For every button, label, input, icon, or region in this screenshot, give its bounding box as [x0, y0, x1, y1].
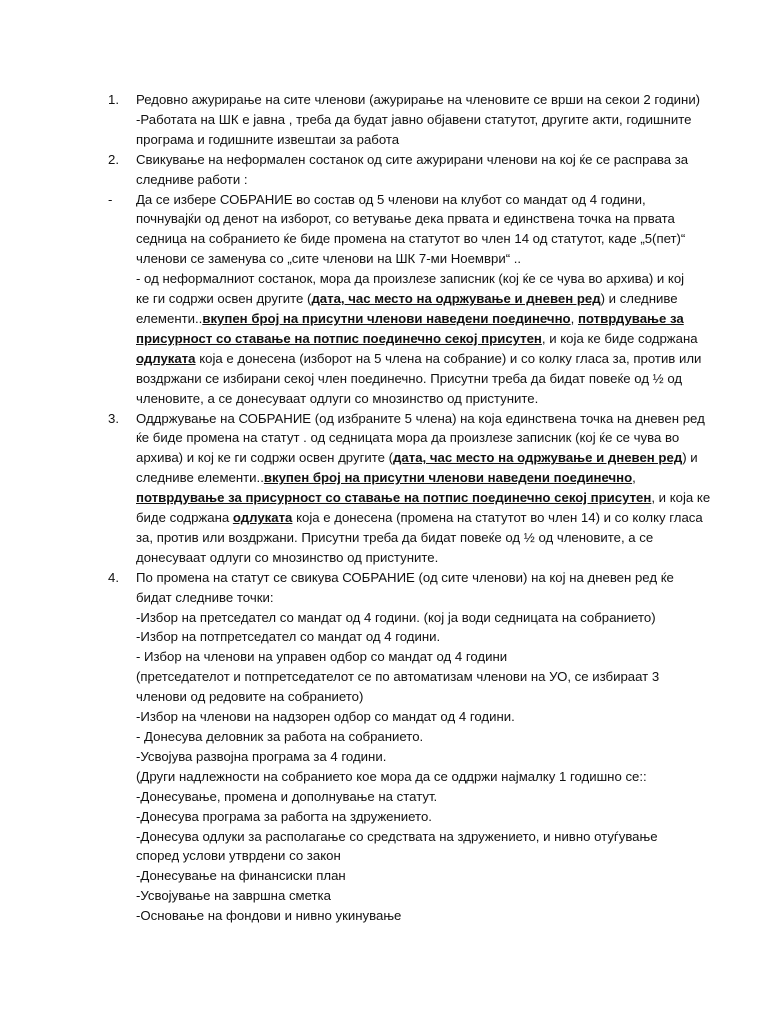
text-line	[136, 548, 710, 568]
text-line	[136, 528, 710, 548]
text-line	[136, 110, 700, 130]
text-line	[136, 468, 710, 488]
list-marker: 3.	[108, 410, 119, 426]
list-item-content	[136, 409, 710, 568]
list-marker: 4.	[108, 569, 119, 585]
text-line	[136, 608, 696, 628]
text-segment: следниве елементи..	[136, 470, 264, 486]
text-segment: за, против или воздржани. Присутни треба да бидат повеќе од ½ од членовите, а се	[136, 529, 654, 545]
text-line	[136, 846, 696, 866]
text-line	[136, 190, 701, 210]
bold-underlined-text: одлуката	[136, 350, 196, 366]
text-segment: , и која ке	[651, 490, 711, 506]
text-segment: Да се избере СОБРАНИЕ во состав од 5 членови на клубот со мандат од 4 години,	[136, 191, 646, 207]
text-line	[136, 667, 696, 687]
bold-underlined-text: дата, час место на одржување и дневен ред	[311, 291, 601, 307]
text-segment: воздржани се избирани секој член поединечно. Присутни треба да бидат повеќе од ½ од	[136, 370, 683, 386]
text-segment: членови од редовите на собранието)	[136, 689, 364, 705]
text-line	[136, 588, 696, 608]
text-segment: -Донесување на финансиски план	[136, 868, 346, 884]
list-marker: 2.	[108, 151, 119, 167]
text-line	[136, 647, 696, 667]
text-line	[136, 249, 701, 269]
text-line	[136, 389, 701, 409]
bold-underlined-text: вкупен број на присутни членови наведени поединечно	[263, 470, 633, 486]
bold-underlined-text: потврдување за присурност со ставање на потпис поединечно секој присутен	[136, 490, 652, 506]
text-segment: ) и следниве	[600, 291, 678, 307]
text-segment: ,	[632, 470, 636, 486]
list-item	[108, 568, 696, 926]
text-segment: ,	[570, 310, 578, 326]
text-line	[136, 428, 710, 448]
text-line	[136, 150, 696, 170]
list-item-content	[136, 568, 696, 926]
text-segment: програма и годишните извештаи за работа	[136, 131, 400, 147]
text-segment: По промена на статут се свикува СОБРАНИЕ (од сите членови) на кој на дневен ред ќе	[136, 569, 674, 585]
text-segment: архива) и кој ке ги содржи освен другите (	[136, 450, 394, 466]
text-line	[136, 170, 696, 190]
text-line	[136, 767, 696, 787]
list-item	[108, 90, 701, 150]
text-line	[136, 209, 701, 229]
text-segment: -Избор на потпретседател со мандат од 4 години.	[136, 629, 441, 645]
text-segment: ке ги содржи освен другите (	[136, 291, 312, 307]
bold-underlined-text: потврдување за	[577, 310, 684, 326]
text-segment: членовите, а се донесуваат одлуги со мнозинство од пристуните.	[136, 390, 539, 406]
list-item-content	[136, 90, 700, 150]
text-line	[136, 329, 701, 349]
text-segment: која е донесена (изборот на 5 члена на собрание) и со колку гласа за, против или	[195, 350, 702, 366]
text-segment: - од неформалниот состанок, мора да произлезе записник (кој ќе се чува во архива) и кој	[136, 271, 685, 287]
text-line	[136, 886, 696, 906]
text-segment: биде содржана	[136, 510, 233, 526]
text-segment: донесуваат одлуги со мнозинство од пристуните.	[136, 549, 439, 565]
list-item	[108, 190, 702, 409]
bold-underlined-text: дата, час место на одржување и дневен ред	[393, 450, 683, 466]
text-segment: почнувајќи од денот на изборот, со ветување дека првата и единствена точка на првата	[136, 211, 675, 227]
text-line	[136, 369, 701, 389]
text-segment: следниве работи :	[136, 171, 248, 187]
text-line	[136, 90, 700, 110]
text-segment: -Донесува програма за рабоrта на здружението.	[136, 808, 432, 824]
text-segment: -Основање на фондови и нивно укинување	[136, 908, 402, 924]
text-segment: Свикување на неформален состанок од сите ажурирани членови на кој ќе се расправа за	[136, 151, 689, 167]
text-segment: -Избор на членови на надзорен одбор со мандат од 4 години.	[136, 709, 515, 725]
text-segment: -Донесување, промена и дополнување на статут.	[136, 788, 438, 804]
bold-underlined-text: присурност со ставање на потпис поединечно секој присутен	[136, 330, 542, 346]
text-line	[136, 627, 696, 647]
text-segment: која е донесена (промена на статутот во член 14) и со колку гласа	[292, 510, 703, 526]
list-marker: -	[108, 191, 113, 207]
text-line	[136, 727, 696, 747]
text-line	[136, 707, 696, 727]
text-segment: , и која ке биде содржана	[541, 330, 698, 346]
text-segment: -Усвојува развојна програма за 4 години.	[136, 748, 387, 764]
text-line	[136, 787, 696, 807]
list-item-content	[136, 150, 696, 190]
text-line	[136, 747, 696, 767]
text-line	[136, 568, 696, 588]
text-line	[136, 349, 701, 369]
text-segment: (претседателот и потпретседателот се по автоматизам членови на УО, се избираат 3	[136, 669, 660, 685]
text-segment: (Други надлежности на собранието кое мора да се оддржи најмалку 1 годишно се::	[136, 768, 647, 784]
text-segment: според услови утврдени со закон	[136, 848, 341, 864]
text-line	[136, 488, 710, 508]
list-item	[108, 409, 711, 568]
text-segment: -Усвојување на завршна сметка	[136, 888, 331, 904]
text-segment: - Избор на членови на управен одбор со мандат од 4 години	[136, 649, 508, 665]
text-segment: -Донесува одлуки за располагање со средствата на здружението, и нивно отуѓување	[136, 828, 658, 844]
text-line	[136, 508, 710, 528]
bold-underlined-text: вкупен број на присутни членови наведени поединечно	[202, 310, 571, 326]
text-segment: бидат следниве точки:	[136, 589, 274, 605]
text-line	[136, 269, 701, 289]
text-line	[136, 448, 710, 468]
text-segment: Редовно ажурирање на сите членови (ажурирање на членовите се врши на секои 2 години)	[136, 92, 701, 107]
text-line	[136, 807, 696, 827]
text-line	[136, 409, 710, 429]
list-marker: 1.	[108, 92, 119, 107]
text-line	[136, 866, 696, 886]
text-segment: ќе биде промена на статут . од седницата мора да произлезе записник (кој ќе се чува во	[136, 430, 680, 446]
text-line	[136, 827, 696, 847]
text-line	[136, 229, 701, 249]
text-line	[136, 130, 700, 150]
bold-underlined-text: одлуката	[232, 510, 293, 526]
text-segment: седница на собранието ќе биде промена на статутот во член 14 од статутот, каде „5(пет)“	[136, 231, 686, 247]
text-line	[136, 309, 701, 329]
text-line	[136, 289, 701, 309]
text-line	[136, 906, 696, 926]
text-line	[136, 687, 696, 707]
text-segment: членови се заменува со „сите членови на ШК 7-ми Ноември“ ..	[136, 251, 522, 267]
list-item-content	[136, 190, 701, 409]
text-segment: Оддржување на СОБРАНИЕ (од избраните 5 члена) на која единствена точка на дневен ред	[136, 410, 705, 426]
text-segment: -Избор на претседател со мандат од 4 години. (кој ја води седницата на собранието)	[136, 609, 656, 625]
list-item	[108, 150, 696, 190]
text-segment: - Донесува деловник за работа на собранието.	[136, 729, 424, 744]
text-segment: -Работата на ШК е јавна , треба да будат јавно објавени статутот, другите акти, годишните	[136, 111, 692, 127]
text-segment: елементи..	[136, 310, 203, 326]
text-segment: ) и	[682, 450, 698, 466]
numbered-list	[108, 90, 711, 926]
